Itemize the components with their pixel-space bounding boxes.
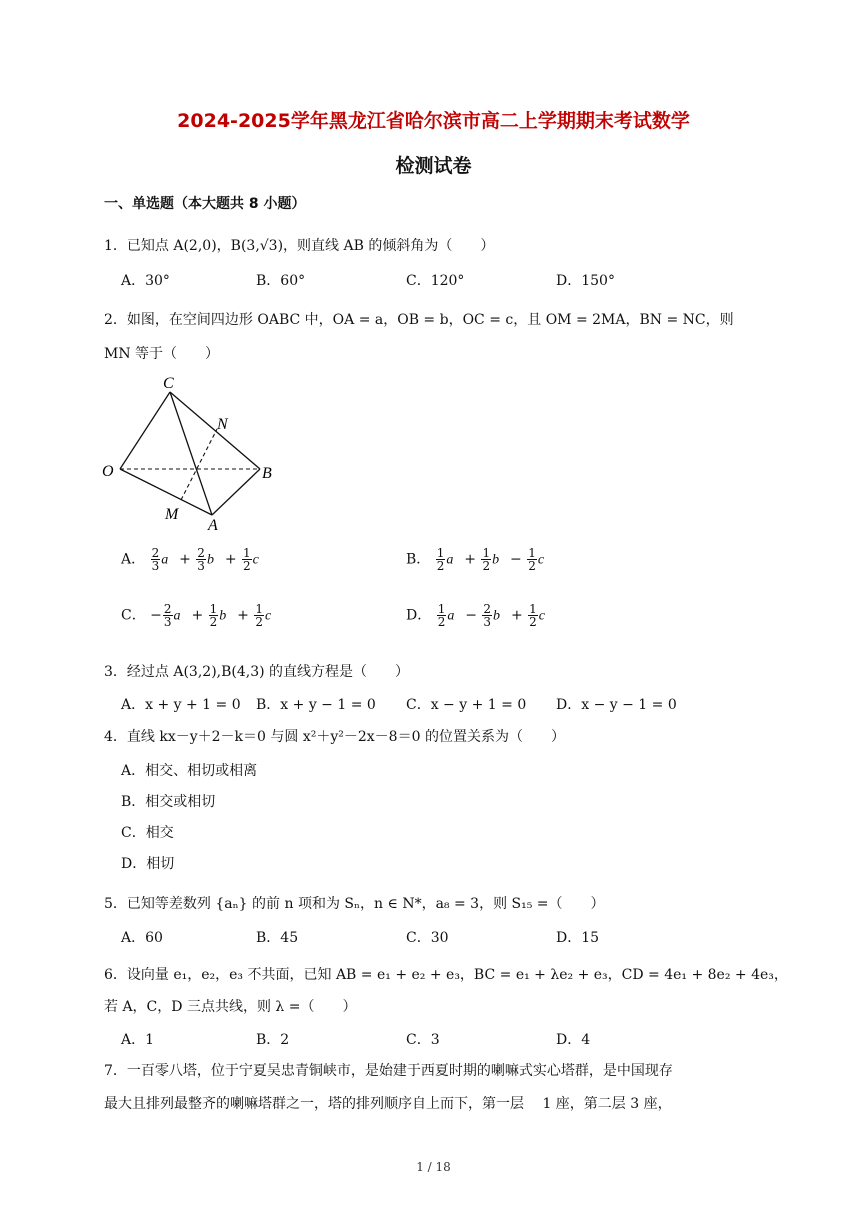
q1-option-b: B．60°	[256, 273, 306, 289]
q2-option-a: A． $\frac{2}{3}$ a⃗+ $\frac{2}{3}$ b⃗+ $\frac{1}{2}$ c⃗	[121, 546, 270, 573]
q5-option-d: D．15	[556, 930, 600, 946]
label-C: C	[163, 375, 174, 392]
label-A: A	[208, 517, 218, 534]
label-B: B	[262, 465, 272, 482]
q3-option-c: C．x − y + 1 = 0	[406, 697, 527, 713]
q6-option-a: A．1	[121, 1032, 155, 1048]
q1-option-a: A．30°	[121, 273, 170, 289]
q2-option-b: B． $\frac{1}{2}$ a⃗+ $\frac{1}{2}$ b⃗− $\frac{1}{2}$ c⃗	[406, 546, 555, 573]
q6-option-d: D．4	[556, 1032, 591, 1048]
question-1-stem: 1．已知点 A(2,0)，B(3,√3)，则直线 AB 的倾斜角为（ ）	[104, 238, 495, 254]
q4-option-c: C．相交	[121, 825, 174, 841]
tetrahedron-figure	[100, 372, 290, 537]
q3-option-b: B．x + y − 1 = 0	[256, 697, 376, 713]
q3-option-d: D．x − y − 1 = 0	[556, 697, 677, 713]
question-3-stem: 3．经过点 A(3,2),B(4,3) 的直线方程是（ ）	[104, 664, 410, 680]
q1-option-c: C．120°	[406, 273, 465, 289]
question-4-stem: 4．直线 kx－y＋2－k＝0 与圆 x²＋y²－2x－8＝0 的位置关系为（ ）	[104, 729, 565, 745]
q4-option-a: A．相交、相切或相离	[121, 763, 258, 779]
q2-option-c: C． − $\frac{2}{3}$ a⃗+ $\frac{1}{2}$ b⃗+ $\frac{1}{2}$ c⃗	[121, 602, 283, 629]
q1-option-d: D．150°	[556, 273, 615, 289]
label-M: M	[165, 506, 179, 523]
q6-option-b: B．2	[256, 1032, 290, 1048]
question-7-stem-line1: 7．一百零八塔，位于宁夏吴忠青铜峡市，是始建于西夏时期的喇嘛式实心塔群，是中国现存	[104, 1063, 673, 1079]
q5-option-c: C．30	[406, 930, 449, 946]
label-N: N	[217, 416, 228, 433]
document-subtitle: 检测试卷	[395, 155, 472, 177]
question-2-stem-line1: 2．如图，在空间四边形 OABC 中，OA = a，OB = b，OC = c，且 OM = 2MA，BN = NC，则	[104, 312, 734, 328]
page-number: 1 / 18	[416, 1160, 451, 1174]
q3-option-a: A．x + y + 1 = 0	[121, 697, 241, 713]
q5-option-a: A．60	[121, 930, 163, 946]
question-6-stem-line1: 6．设向量 e₁，e₂，e₃ 不共面，已知 AB = e₁ + e₂ + e₃，BC = e₁ + λe₂ + e₃，CD = 4e₁ + 8e₂ + 4e₃，	[104, 967, 788, 983]
question-6-stem-line2: 若 A，C，D 三点共线，则 λ =（ ）	[104, 999, 357, 1015]
question-5-stem: 5．已知等差数列 {aₙ} 的前 n 项和为 Sₙ，n ∈ N*，a₈ = 3，则 S₁₅ =（ ）	[104, 896, 605, 912]
q4-option-d: D．相切	[121, 856, 175, 872]
document-title: 2024-2025学年黑龙江省哈尔滨市高二上学期期末考试数学	[177, 110, 690, 132]
q5-option-b: B．45	[256, 930, 299, 946]
q6-option-c: C．3	[406, 1032, 440, 1048]
section-heading: 一、单选题（本大题共 8 小题）	[104, 196, 306, 212]
q2-option-d: D． $\frac{1}{2}$ a⃗− $\frac{2}{3}$ b⃗+ $\frac{1}{2}$ c⃗	[406, 602, 556, 629]
q4-option-b: B．相交或相切	[121, 794, 216, 810]
question-2-stem-line2: MN 等于（ ）	[104, 346, 220, 362]
question-7-stem-line2: 最大且排列最整齐的喇嘛塔群之一，塔的排列顺序自上而下，第一层 1 座，第二层 3 座，	[104, 1096, 672, 1112]
label-O: O	[102, 463, 114, 480]
